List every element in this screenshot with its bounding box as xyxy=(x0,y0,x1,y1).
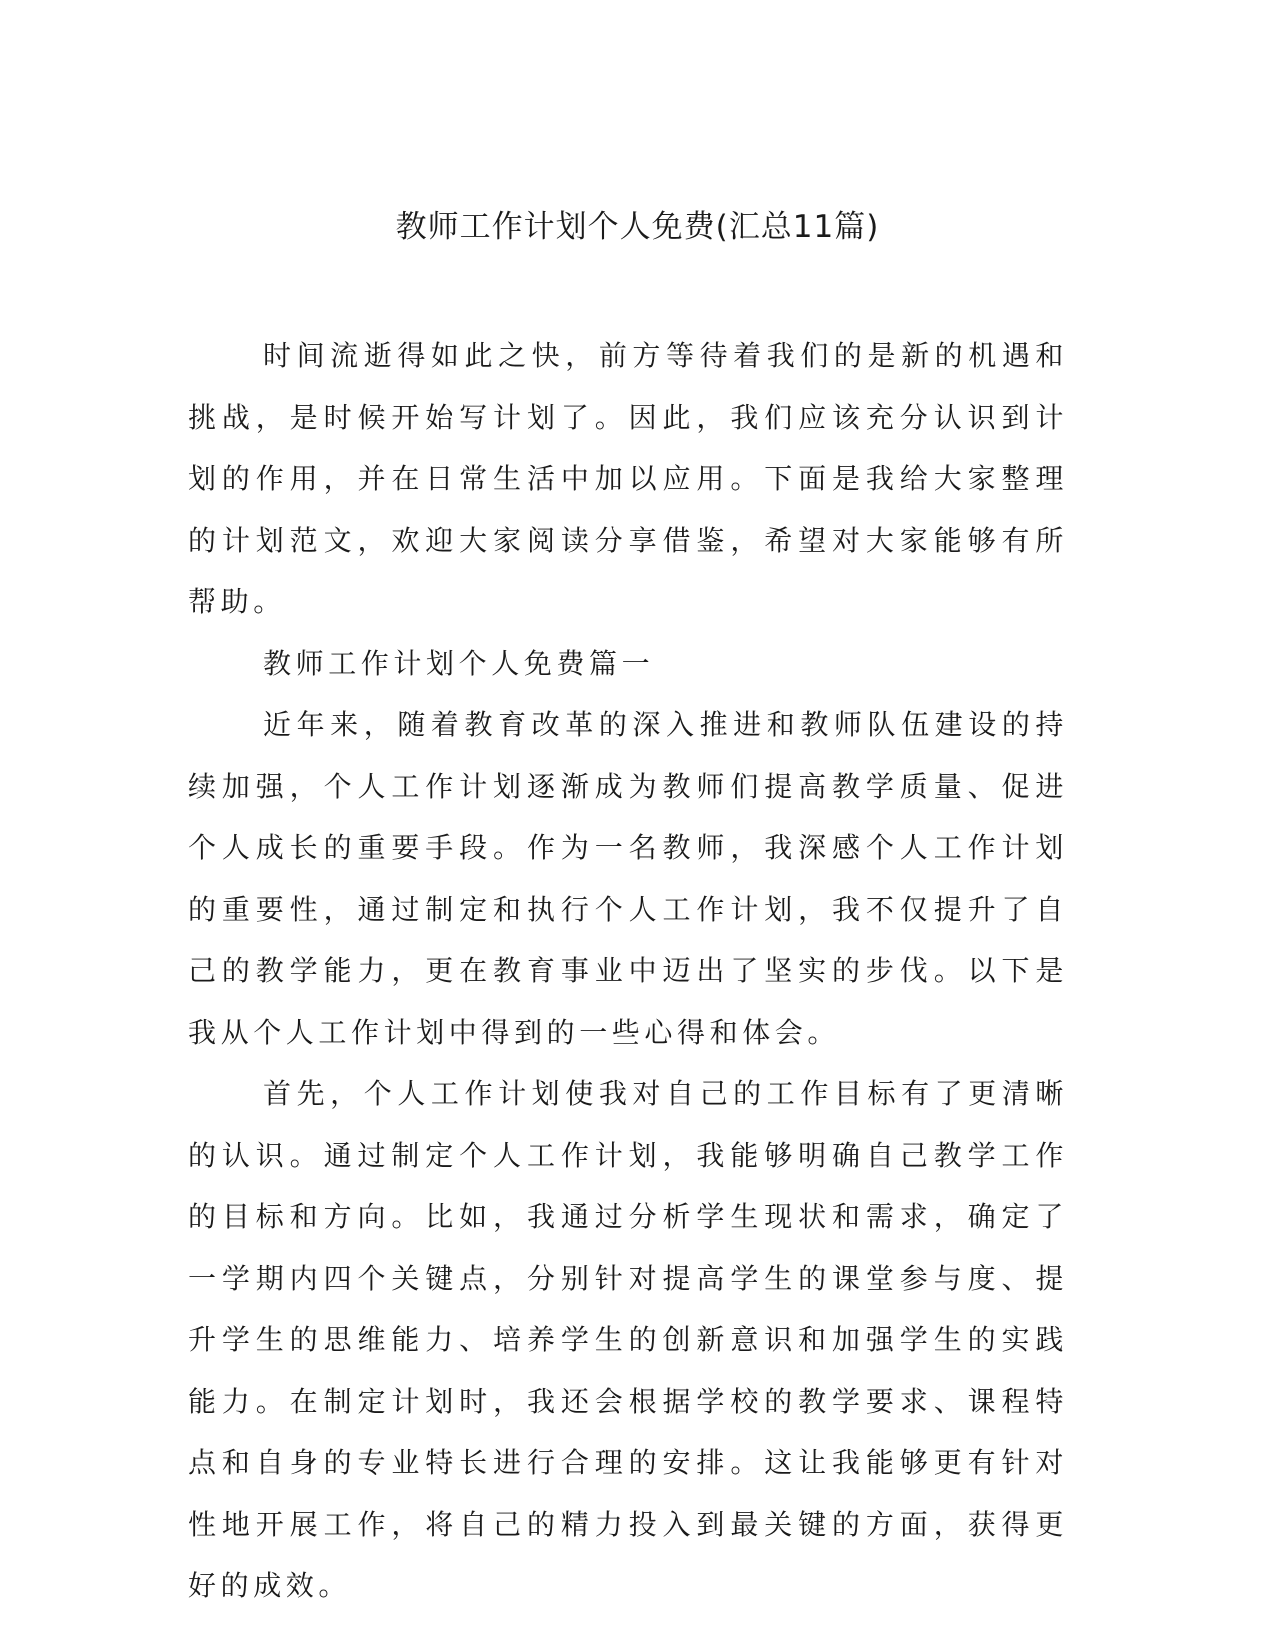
body-paragraph: 首先，个人工作计划使我对自己的工作目标有了更清晰的认识。通过制定个人工作计划，我能够明确自己教学工作的目标和方向。比如，我通过分析学生现状和需求，确定了一学期内四个关键点，分别针对提高学生的课堂参与度、提升学生的思维能力、培养学生的创新意识和加强学生的实践能力。在制定计划时，我还会根据学校的教学要求、课程特点和自身的专业特长进行合理的安排。这让我能够更有针对性地开展工作，将自己的精力投入到最关键的方面，获得更好的成效。 xyxy=(188,1077,1068,1602)
document-body xyxy=(188,325,1068,1617)
section-heading: 教师工作计划个人免费篇一 xyxy=(263,646,655,680)
intro-paragraph: 时间流逝得如此之快，前方等待着我们的是新的机遇和挑战，是时候开始写计划了。因此，我们应该充分认识到计划的作用，并在日常生活中加以应用。下面是我给大家整理的计划范文，欢迎大家阅读分享借鉴，希望对大家能够有所帮助。 xyxy=(188,339,1068,618)
document-title: 教师工作计划个人免费(汇总11篇) xyxy=(395,209,880,245)
body-paragraph: 近年来，随着教育改革的深入推进和教师队伍建设的持续加强，个人工作计划逐渐成为教师们提高教学质量、促进个人成长的重要手段。作为一名教师，我深感个人工作计划的重要性，通过制定和执行个人工作计划，我不仅提升了自己的教学能力，更在教育事业中迈出了坚实的步伐。以下是我从个人工作计划中得到的一些心得和体会。 xyxy=(188,708,1068,1049)
